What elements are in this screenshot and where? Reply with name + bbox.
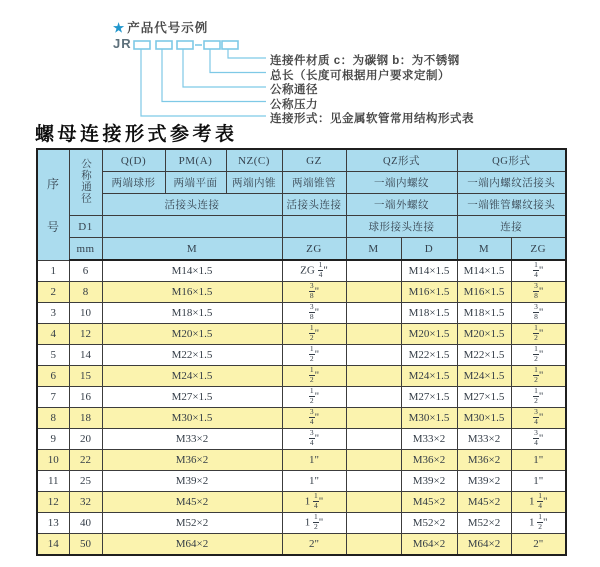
qz-m-header: M <box>346 238 401 261</box>
col-q-header: Q(D) <box>102 149 165 172</box>
connector-line <box>210 49 266 73</box>
table-row <box>37 303 566 324</box>
cell-qz-m <box>346 387 401 408</box>
qz-row4-header: 球形接头连接 <box>346 216 457 238</box>
cell-qz-d: M18×1.5 <box>401 303 457 324</box>
cell-m: M22×1.5 <box>102 345 282 366</box>
cell-qz-m <box>346 471 401 492</box>
cell-qg-zg: 2" <box>511 534 566 556</box>
cell-qz-m <box>346 492 401 513</box>
cell-qg-zg: 1 $\frac{1}{4}$ " <box>511 492 566 513</box>
cell-seq: 10 <box>37 450 69 471</box>
col-nz-subheader: 两端内锥 <box>226 172 282 194</box>
cell-dn: 20 <box>69 429 102 450</box>
table-row <box>37 324 566 345</box>
qg-m-header: M <box>457 238 511 261</box>
col-gz-subheader: 两端锥管 <box>282 172 346 194</box>
zg-header: ZG <box>282 238 346 261</box>
cell-m: M27×1.5 <box>102 387 282 408</box>
table-row <box>37 345 566 366</box>
cell-qg-zg: $\frac{3}{4}$ " <box>511 429 566 450</box>
cell-qg-m: M30×1.5 <box>457 408 511 429</box>
code-prefix: JR <box>113 36 132 51</box>
cell-qz-m <box>346 534 401 556</box>
cell-qz-m <box>346 429 401 450</box>
table-row <box>37 534 566 556</box>
table-row <box>37 429 566 450</box>
header-row-4 <box>37 216 566 238</box>
cell-m: M33×2 <box>102 429 282 450</box>
connector-line <box>162 49 266 102</box>
table-row <box>37 471 566 492</box>
cell-dn: 16 <box>69 387 102 408</box>
cell-dn: 18 <box>69 408 102 429</box>
col-qg-subheader: 一端内螺纹活接头 <box>457 172 566 194</box>
cell-qg-m: M33×2 <box>457 429 511 450</box>
cell-qz-d: M33×2 <box>401 429 457 450</box>
cell-qg-zg: 1 $\frac{1}{2}$ " <box>511 513 566 534</box>
cell-gz-zg: 2" <box>282 534 346 556</box>
cell-qg-zg: $\frac{1}{4}$ " <box>511 260 566 282</box>
cell-gz-zg: 1" <box>282 450 346 471</box>
cell-qg-m: M27×1.5 <box>457 387 511 408</box>
cell-qz-d: M39×2 <box>401 471 457 492</box>
cell-qg-m: M64×2 <box>457 534 511 556</box>
cell-dn: 6 <box>69 260 102 282</box>
cell-gz-zg: $\frac{3}{8}$ " <box>282 303 346 324</box>
diagram-heading-text: 产品代号示例 <box>127 21 209 35</box>
cell-seq: 9 <box>37 429 69 450</box>
code-label-connection: 连接形式：见金属软管常用结构形式表 <box>270 113 474 125</box>
cell-qz-m <box>346 366 401 387</box>
table-row <box>37 366 566 387</box>
cell-dn: 10 <box>69 303 102 324</box>
cell-qz-m <box>346 513 401 534</box>
qg-row4-header: 连接 <box>457 216 566 238</box>
col-pm-header: PM(A) <box>165 149 226 172</box>
code-label-material: 连接件材质 c：为碳钢 b：为不锈钢 <box>270 55 460 67</box>
cell-seq: 14 <box>37 534 69 556</box>
cell-seq: 7 <box>37 387 69 408</box>
cell-qz-d: M20×1.5 <box>401 324 457 345</box>
cell-dn: 14 <box>69 345 102 366</box>
table-row <box>37 450 566 471</box>
cell-dn: 8 <box>69 282 102 303</box>
cell-qg-zg: $\frac{3}{4}$ " <box>511 408 566 429</box>
cell-gz-zg: $\frac{1}{2}$ " <box>282 366 346 387</box>
cell-qg-zg: $\frac{3}{8}$ " <box>511 282 566 303</box>
cell-seq: 4 <box>37 324 69 345</box>
cell-seq: 1 <box>37 260 69 282</box>
col-gz-header: GZ <box>282 149 346 172</box>
cell-seq: 11 <box>37 471 69 492</box>
table-row <box>37 492 566 513</box>
cell-seq: 2 <box>37 282 69 303</box>
cell-dn: 22 <box>69 450 102 471</box>
qg-zg-header: ZG <box>511 238 566 261</box>
cell-qg-m: M22×1.5 <box>457 345 511 366</box>
cell-gz-zg: ZG $\frac{1}{4}$ " <box>282 260 346 282</box>
cell-seq: 13 <box>37 513 69 534</box>
qz-row3-header: 一端外螺纹 <box>346 194 457 216</box>
cell-qg-zg: 1" <box>511 471 566 492</box>
qg-row3-header: 一端锥管螺纹接头 <box>457 194 566 216</box>
col-qg-header: QG形式 <box>457 149 566 172</box>
seq-char-2: 号 <box>46 219 60 234</box>
union-connection-header: 活接头连接 <box>102 194 282 216</box>
header-row-3 <box>37 194 566 216</box>
cell-dn: 15 <box>69 366 102 387</box>
d1-header: D1 <box>69 216 102 238</box>
cell-qz-d: M27×1.5 <box>401 387 457 408</box>
code-label-diameter: 公称通径 <box>270 84 318 96</box>
connector-line <box>141 49 266 116</box>
table-row <box>37 513 566 534</box>
cell-qz-d: M24×1.5 <box>401 366 457 387</box>
empty-cell <box>102 216 282 238</box>
code-box <box>134 41 150 49</box>
cell-qg-m: M18×1.5 <box>457 303 511 324</box>
cell-qg-zg: $\frac{1}{2}$ " <box>511 366 566 387</box>
cell-qg-zg: $\frac{3}{8}$ " <box>511 303 566 324</box>
cell-qz-m <box>346 282 401 303</box>
cell-dn: 32 <box>69 492 102 513</box>
cell-m: M36×2 <box>102 450 282 471</box>
cell-qz-d: M52×2 <box>401 513 457 534</box>
cell-qz-d: M30×1.5 <box>401 408 457 429</box>
code-box <box>204 41 220 49</box>
cell-gz-zg: $\frac{1}{2}$ " <box>282 387 346 408</box>
cell-qg-zg: $\frac{1}{2}$ " <box>511 324 566 345</box>
col-qz-subheader: 一端内螺纹 <box>346 172 457 194</box>
col-seq-header <box>37 149 69 260</box>
seq-char-1: 序 <box>46 176 60 191</box>
nut-connection-reference-table <box>36 148 567 556</box>
cell-m: M45×2 <box>102 492 282 513</box>
cell-m: M16×1.5 <box>102 282 282 303</box>
header-row-2 <box>37 172 566 194</box>
cell-qg-zg: $\frac{1}{2}$ " <box>511 345 566 366</box>
cell-m: M14×1.5 <box>102 260 282 282</box>
table-title: 螺母连接形式参考表 <box>35 124 238 145</box>
cell-dn: 25 <box>69 471 102 492</box>
cell-qg-m: M20×1.5 <box>457 324 511 345</box>
table-row <box>37 408 566 429</box>
cell-dn: 50 <box>69 534 102 556</box>
star-icon: ★ <box>113 21 126 35</box>
cell-m: M24×1.5 <box>102 366 282 387</box>
cell-qg-m: M24×1.5 <box>457 366 511 387</box>
cell-qg-m: M45×2 <box>457 492 511 513</box>
code-box <box>177 41 193 49</box>
code-box <box>222 41 238 49</box>
cell-gz-zg: 1 $\frac{1}{2}$ " <box>282 513 346 534</box>
table-body <box>37 260 566 555</box>
gz-union-connection-header: 活接头连接 <box>282 194 346 216</box>
col-pm-subheader: 两端平面 <box>165 172 226 194</box>
cell-gz-zg: $\frac{1}{2}$ " <box>282 345 346 366</box>
col-q-subheader: 两端球形 <box>102 172 165 194</box>
table-row <box>37 387 566 408</box>
cell-qg-m: M16×1.5 <box>457 282 511 303</box>
cell-qz-d: M16×1.5 <box>401 282 457 303</box>
cell-qz-d: M14×1.5 <box>401 260 457 282</box>
cell-dn: 12 <box>69 324 102 345</box>
header-row-5 <box>37 238 566 261</box>
col-dn-header <box>69 149 102 216</box>
cell-qg-zg: 1" <box>511 450 566 471</box>
cell-qz-m <box>346 303 401 324</box>
cell-qg-m: M52×2 <box>457 513 511 534</box>
cell-seq: 3 <box>37 303 69 324</box>
cell-qz-d: M64×2 <box>401 534 457 556</box>
cell-qg-m: M14×1.5 <box>457 260 511 282</box>
cell-gz-zg: $\frac{3}{4}$ " <box>282 429 346 450</box>
cell-qz-m <box>346 260 401 282</box>
cell-seq: 8 <box>37 408 69 429</box>
cell-seq: 12 <box>37 492 69 513</box>
table-row <box>37 282 566 303</box>
header-row-1 <box>37 149 566 172</box>
cell-qz-m <box>346 450 401 471</box>
m-header: M <box>102 238 282 261</box>
cell-dn: 40 <box>69 513 102 534</box>
cell-qz-m <box>346 408 401 429</box>
table-row <box>37 260 566 282</box>
cell-qg-zg: $\frac{1}{2}$ " <box>511 387 566 408</box>
code-box <box>156 41 172 49</box>
cell-qz-d: M45×2 <box>401 492 457 513</box>
mm-header: mm <box>69 238 102 261</box>
col-nz-header: NZ(C) <box>226 149 282 172</box>
qz-d-header: D <box>401 238 457 261</box>
dn-label: 公称通径 <box>80 158 91 204</box>
cell-qg-m: M36×2 <box>457 450 511 471</box>
cell-m: M64×2 <box>102 534 282 556</box>
cell-qz-m <box>346 345 401 366</box>
connector-line <box>228 49 266 58</box>
cell-seq: 6 <box>37 366 69 387</box>
connector-line <box>183 49 266 87</box>
cell-qg-m: M39×2 <box>457 471 511 492</box>
cell-qz-m <box>346 324 401 345</box>
cell-gz-zg: $\frac{1}{2}$ " <box>282 324 346 345</box>
cell-qz-d: M22×1.5 <box>401 345 457 366</box>
cell-gz-zg: 1 $\frac{1}{4}$ " <box>282 492 346 513</box>
cell-gz-zg: $\frac{3}{8}$ " <box>282 282 346 303</box>
cell-m: M20×1.5 <box>102 324 282 345</box>
code-label-pressure: 公称压力 <box>270 98 318 111</box>
cell-qz-d: M36×2 <box>401 450 457 471</box>
cell-m: M30×1.5 <box>102 408 282 429</box>
empty-cell <box>282 216 346 238</box>
code-label-length: 总长（长度可根据用户要求定制） <box>270 69 450 82</box>
diagram-heading <box>113 18 208 36</box>
col-qz-header: QZ形式 <box>346 149 457 172</box>
cell-m: M52×2 <box>102 513 282 534</box>
cell-gz-zg: 1" <box>282 471 346 492</box>
cell-m: M39×2 <box>102 471 282 492</box>
cell-m: M18×1.5 <box>102 303 282 324</box>
cell-gz-zg: $\frac{3}{4}$ " <box>282 408 346 429</box>
cell-seq: 5 <box>37 345 69 366</box>
